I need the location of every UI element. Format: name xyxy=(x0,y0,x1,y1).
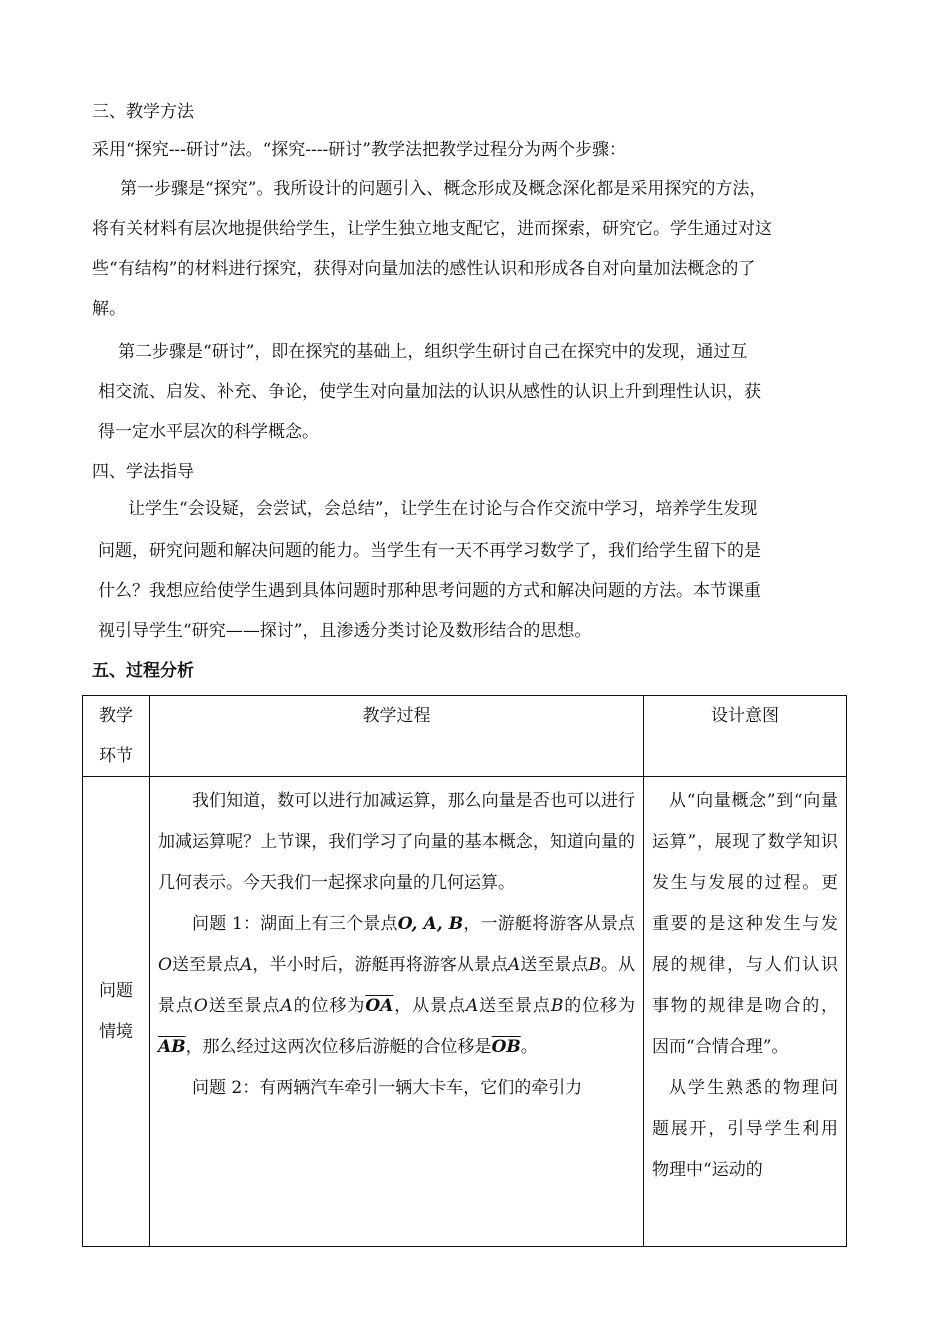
q1-text-l: ，那么经过这两次位移后游艇的合位移是 xyxy=(185,1037,492,1057)
header-intent xyxy=(644,696,847,777)
q1-text-m: 。 xyxy=(520,1037,538,1057)
q1-text-j: 送至景点 xyxy=(478,996,551,1016)
q1-text-b: ，一游艇将游客从景点 xyxy=(463,914,636,934)
point-b: B xyxy=(588,955,601,975)
point-a: A xyxy=(507,955,521,975)
q1-text-k: 的位移为 xyxy=(563,996,636,1016)
point-a: A xyxy=(465,996,479,1016)
intent-paragraph-2: 从学生熟悉的物理问题展开，引导学生利用物理中“运动的 xyxy=(652,1078,838,1180)
stage-line2: 情境 xyxy=(99,1021,133,1042)
q1-text-a: 问题 1：湖面上有三个景点 xyxy=(192,914,398,934)
header-stage xyxy=(83,696,150,777)
step1-line-1: 第一步骤是“探究”。我所设计的问题引入、概念形成及概念深化都是采用探究的方法， xyxy=(120,179,767,199)
vector-oa: $\overline{OA}$ xyxy=(365,996,394,1016)
guide-line-2: 问题，研究问题和解决问题的能力。当学生有一天不再学习数学了，我们给学生留下的是 xyxy=(98,541,761,561)
q1-text-e: 送至景点 xyxy=(520,955,589,975)
q1-text-f: 。从景点 xyxy=(158,955,636,1016)
stage-line1: 问题 xyxy=(99,980,133,1001)
q1-text-g: 送至景点 xyxy=(207,996,281,1016)
q1-text-h: 的位移为 xyxy=(292,996,366,1016)
vector-ab: $\overline{AB}$ xyxy=(158,1037,186,1057)
process-cell xyxy=(150,777,644,1247)
intent-cell xyxy=(644,777,847,1247)
step2-line-3: 得一定水平层次的科学概念。 xyxy=(98,422,319,442)
table-row xyxy=(83,777,847,1247)
vector-ob: $\overline{OB}$ xyxy=(491,1037,521,1057)
q1-text-c: 送至景点 xyxy=(171,955,241,975)
process-table xyxy=(82,695,847,1247)
header-stage-line1: 教学 xyxy=(99,706,133,726)
step1-line-3: 些“有结构”的材料进行探究，获得对向量加法的感性认识和形成各自对向量加法概念的了 xyxy=(92,259,756,279)
q1-points: O, A, B xyxy=(397,914,464,934)
guide-line-4: 视引导学生“研究——探讨”，且渗透分类讨论及数形结合的思想。 xyxy=(98,621,592,641)
guide-line-1: 让学生“会设疑，会尝试，会总结”，让学生在讨论与合作交流中学习，培养学生发现 xyxy=(128,499,758,519)
process-question-1 xyxy=(158,904,635,1068)
point-b: B xyxy=(550,996,564,1016)
step1-line-2: 将有关材料有层次地提供给学生，让学生独立地支配它，进而探索，研究它。学生通过对这 xyxy=(92,219,772,239)
q1-text-i: ，从景点 xyxy=(393,996,466,1016)
step1-line-4: 解。 xyxy=(92,299,126,319)
step2-line-1: 第二步骤是“研讨”，即在探究的基础上，组织学生研讨自己在探究中的发现，通过互 xyxy=(118,342,748,362)
header-process xyxy=(150,696,644,777)
method-intro: 采用“探究---研讨”法。“探究----研讨”教学法把教学过程分为两个步骤： xyxy=(92,140,626,160)
point-o: O xyxy=(193,996,208,1016)
point-a: A xyxy=(280,996,293,1016)
process-heading: 五、过程分析 xyxy=(92,661,194,681)
guide-line-3: 什么？我想应给使学生遇到具体问题时那种思考问题的方式和解决问题的方法。本节课重 xyxy=(98,581,761,601)
q1-text-d: ，半小时后，游艇再将游客从景点 xyxy=(252,955,508,975)
point-a: A xyxy=(240,955,253,975)
header-intent-label: 设计意图 xyxy=(711,706,779,726)
header-process-label: 教学过程 xyxy=(362,706,431,726)
table-header-row xyxy=(83,696,847,777)
intent-paragraph-1: 从“向量概念”到“向量运算”，展现了数学知识发生与发展的过程。更重要的是这种发生与发展的规律，与人们认识事物的规律是吻合的，因而“合情合理”。 xyxy=(652,791,838,1057)
method-heading: 三、教学方法 xyxy=(92,102,194,122)
process-paragraph-1: 我们知道，数可以进行加减运算，那么向量是否也可以进行加减运算呢？上节课，我们学习了向量的基本概念，知道向量的几何表示。今天我们一起探求向量的几何运算。 xyxy=(158,791,635,893)
point-o: O xyxy=(158,955,172,975)
stage-cell xyxy=(83,777,150,1247)
step2-line-2: 相交流、启发、补充、争论，使学生对向量加法的认识从感性的认识上升到理性认识，获 xyxy=(98,382,761,402)
guide-heading: 四、学法指导 xyxy=(92,462,194,482)
process-question-2: 问题 2：有两辆汽车牵引一辆大卡车，它们的牵引力 xyxy=(192,1078,583,1098)
header-stage-line2: 环节 xyxy=(99,746,133,766)
